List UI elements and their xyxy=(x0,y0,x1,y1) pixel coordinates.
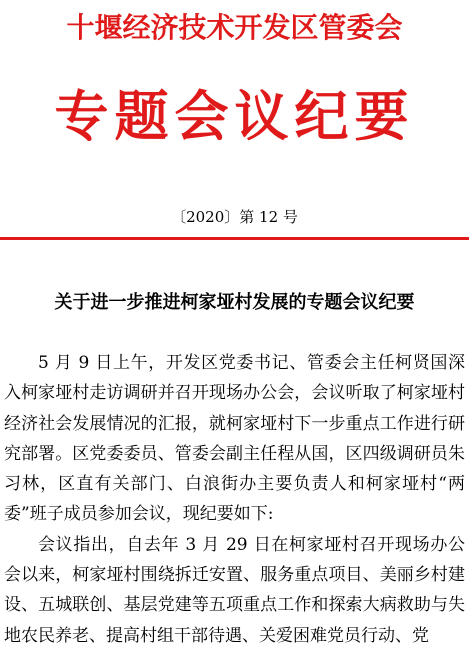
document-type-header: 专题会议纪要 xyxy=(54,84,415,148)
document-title: 关于进一步推进柯家垭村发展的专题会议纪要 xyxy=(54,292,415,313)
body-paragraph: 5 月 9 日上午，开发区党委书记、管委会主任柯贤国深入柯家垭村走访调研并召开现场办公会，会议听取了柯家垭村经济社会发展情况的汇报，就柯家垭村下一步重点工作进行研究部署。区党委委员、管委会副主任程从国，区四级调研员朱习林，区直有关部门、白浪街办主要负责人和柯家垭村“两委”班子成员参加会议，现纪要如下: xyxy=(4,353,465,525)
issuing-organization-header: 十堰经济技术开发区管委会 xyxy=(66,11,403,44)
body-paragraph: 会议指出，自去年 3 月 29 日在柯家垭村召开现场办公会以来，柯家垭村围绕拆迁安置、服务重点项目、美丽乡村建设、五城联创、基层党建等五项重点工作和探索大病救助与失地农民养老、提高村组干部待遇、关爱困难党员行动、党 xyxy=(4,534,465,646)
red-divider-line xyxy=(0,237,469,240)
document-number: 〔2020〕第 12 号 xyxy=(171,208,298,226)
document-body xyxy=(4,348,465,651)
